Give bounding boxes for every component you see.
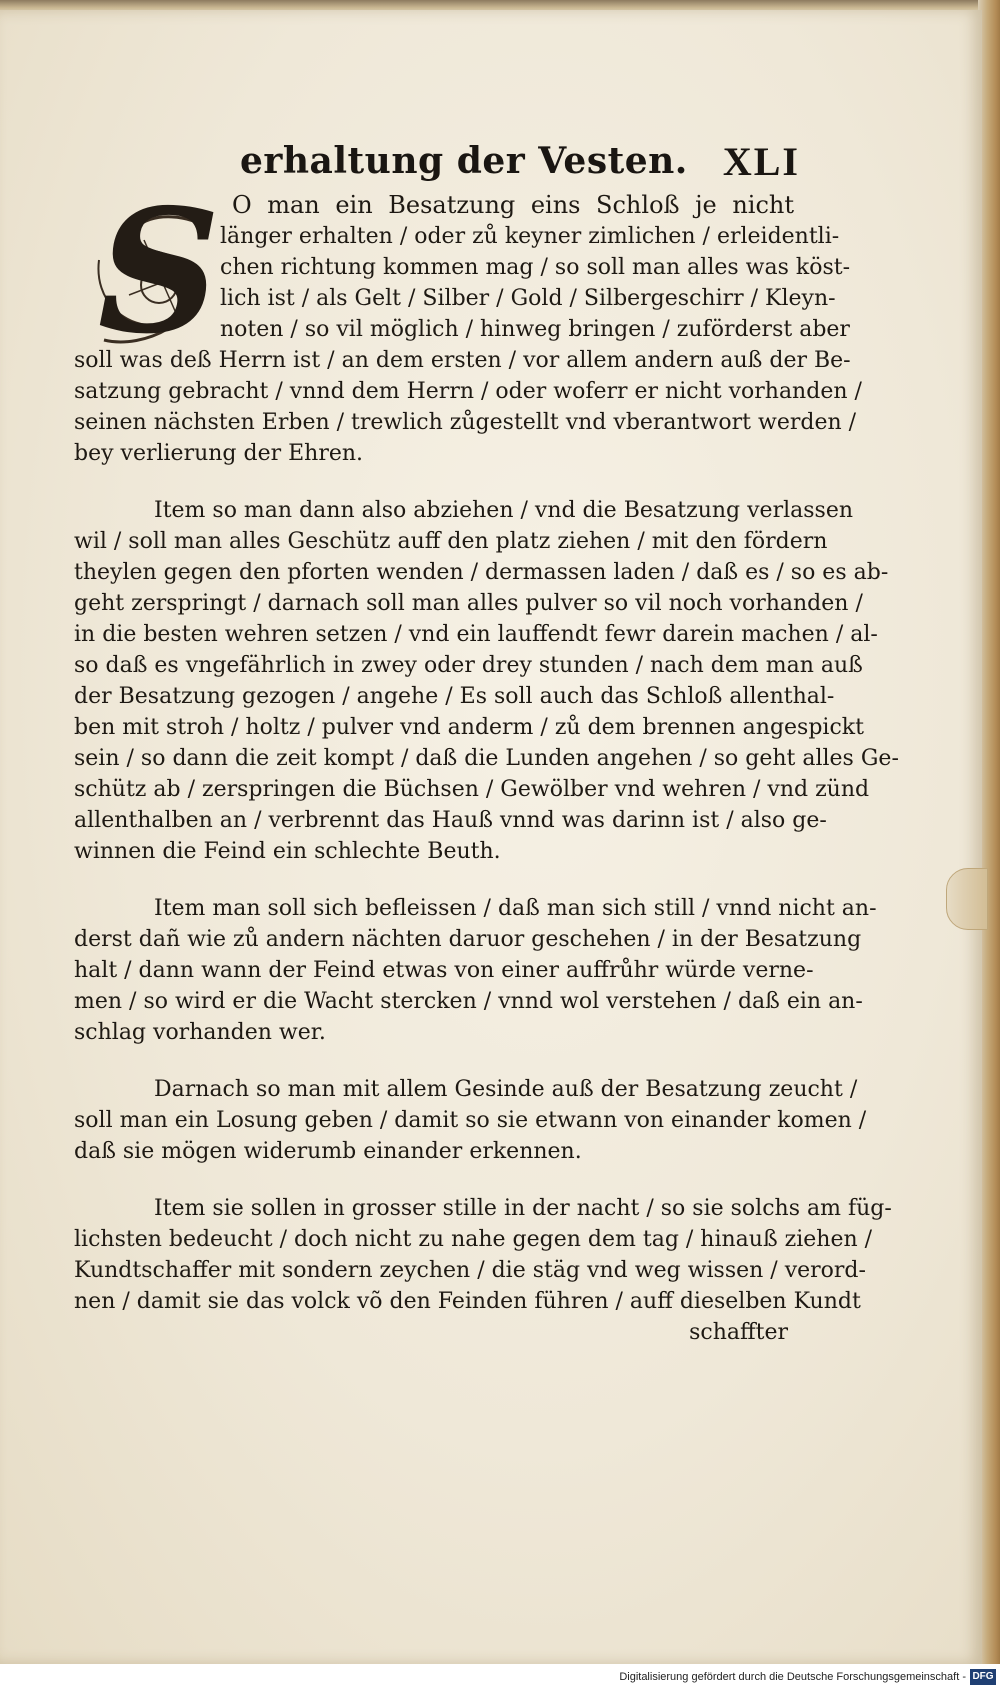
text-line: Item sie sollen in grosser stille in der nacht / so sie solchs am füg- bbox=[154, 1196, 892, 1221]
text-line: allenthalben an / verbrennt das Hauß vnnd was darinn ist / also ge- bbox=[74, 808, 827, 833]
text-line: schütz ab / zerspringen die Büchsen / Gewölber vnd wehren / vnd zünd bbox=[74, 777, 870, 802]
text-line: in die besten wehren setzen / vnd ein lauffendt fewr darein machen / al- bbox=[74, 622, 878, 647]
body-text bbox=[74, 172, 899, 1348]
text-line: derst dañ wie zů andern nächten daruor geschehen / in der Besatzung bbox=[74, 927, 862, 952]
text-line: soll was deß Herrn ist / an dem ersten / vor allem andern auß der Be- bbox=[74, 348, 851, 373]
catchword: schaffter bbox=[689, 1320, 788, 1345]
text-line: bey verlierung der Ehren. bbox=[74, 441, 364, 466]
text-line: nen / damit sie das volck võ den Feinden führen / auff dieselben Kundt bbox=[74, 1289, 861, 1314]
paragraph-gap bbox=[74, 469, 794, 495]
page-header bbox=[240, 140, 800, 190]
text-line: Kundtschaffer mit sondern zeychen / die stäg vnd weg wissen / verord- bbox=[74, 1258, 866, 1283]
text-line: soll man ein Losung geben / damit so sie etwann von einander komen / bbox=[74, 1108, 867, 1133]
dfg-logo: DFG bbox=[970, 1669, 996, 1685]
page-clasp-tab bbox=[946, 868, 988, 930]
paragraph-gap bbox=[74, 1048, 794, 1074]
text-line: theylen gegen den pforten wenden / dermassen laden / daß es / so es ab- bbox=[74, 560, 889, 585]
running-head: erhaltung der Vesten. bbox=[240, 140, 688, 182]
paragraph-gap bbox=[74, 1167, 794, 1193]
text-line: seinen nächsten Erben / trewlich zůgestellt vnd vberantwort werden / bbox=[74, 410, 857, 435]
text-line: daß sie mögen widerumb einander erkennen. bbox=[74, 1139, 582, 1164]
text-line: noten / so vil möglich / hinweg bringen / zuförderst aber bbox=[220, 317, 850, 342]
text-line: der Besatzung gezogen / angehe / Es soll auch das Schloß allenthal- bbox=[74, 684, 835, 709]
text-line: lich ist / als Gelt / Silber / Gold / Silbergeschirr / Kleyn- bbox=[220, 286, 836, 311]
text-line: ben mit stroh / holtz / pulver vnd anderm / zů dem brennen angespickt bbox=[74, 715, 864, 740]
text-line: länger erhalten / oder zů keyner zimlichen / erleidentli- bbox=[220, 224, 840, 249]
text-line: wil / soll man alles Geschütz auff den platz ziehen / mit den fördern bbox=[74, 529, 828, 554]
text-line: Darnach so man mit allem Gesinde auß der Besatzung zeucht / bbox=[154, 1077, 858, 1102]
text-line: sein / so dann die zeit kompt / daß die Lunden angehen / so geht alles Ge- bbox=[74, 746, 899, 771]
text-line: schlag vorhanden wer. bbox=[74, 1020, 326, 1045]
text-line: Item so man dann also abziehen / vnd die Besatzung verlassen bbox=[154, 498, 854, 523]
text-line: halt / dann wann der Feind etwas von einer auffrůhr würde verne- bbox=[74, 958, 814, 983]
text-line: winnen die Feind ein schlechte Beuth. bbox=[74, 839, 501, 864]
text-line: so daß es vngefährlich in zwey oder drey stunden / nach dem man auß bbox=[74, 653, 863, 678]
text-line: lichsten bedeucht / doch nicht zu nahe gegen dem tag / hinauß ziehen / bbox=[74, 1227, 873, 1252]
folio-number: XLI bbox=[722, 139, 800, 184]
text-line: Item man soll sich befleissen / daß man sich still / vnnd nicht an- bbox=[154, 896, 877, 921]
digitization-footer bbox=[0, 1664, 1000, 1688]
text-line: men / so wird er die Wacht stercken / vnnd wol verstehen / daß ein an- bbox=[74, 989, 863, 1014]
text-line: chen richtung kommen mag / so soll man alles was köst- bbox=[220, 255, 851, 280]
initial-letter: S bbox=[97, 172, 221, 372]
footer-credit: Digitalisierung gefördert durch die Deutsche Forschungsgemeinschaft - bbox=[619, 1671, 966, 1683]
paragraph-gap bbox=[74, 867, 794, 893]
text-line: satzung gebracht / vnnd dem Herrn / oder woferr er nicht vorhanden / bbox=[74, 379, 862, 404]
text-line: geht zerspringt / darnach soll man alles pulver so vil noch vorhanden / bbox=[74, 591, 863, 616]
text-line: O man ein Besatzung eins Schloß je nicht bbox=[232, 191, 794, 219]
